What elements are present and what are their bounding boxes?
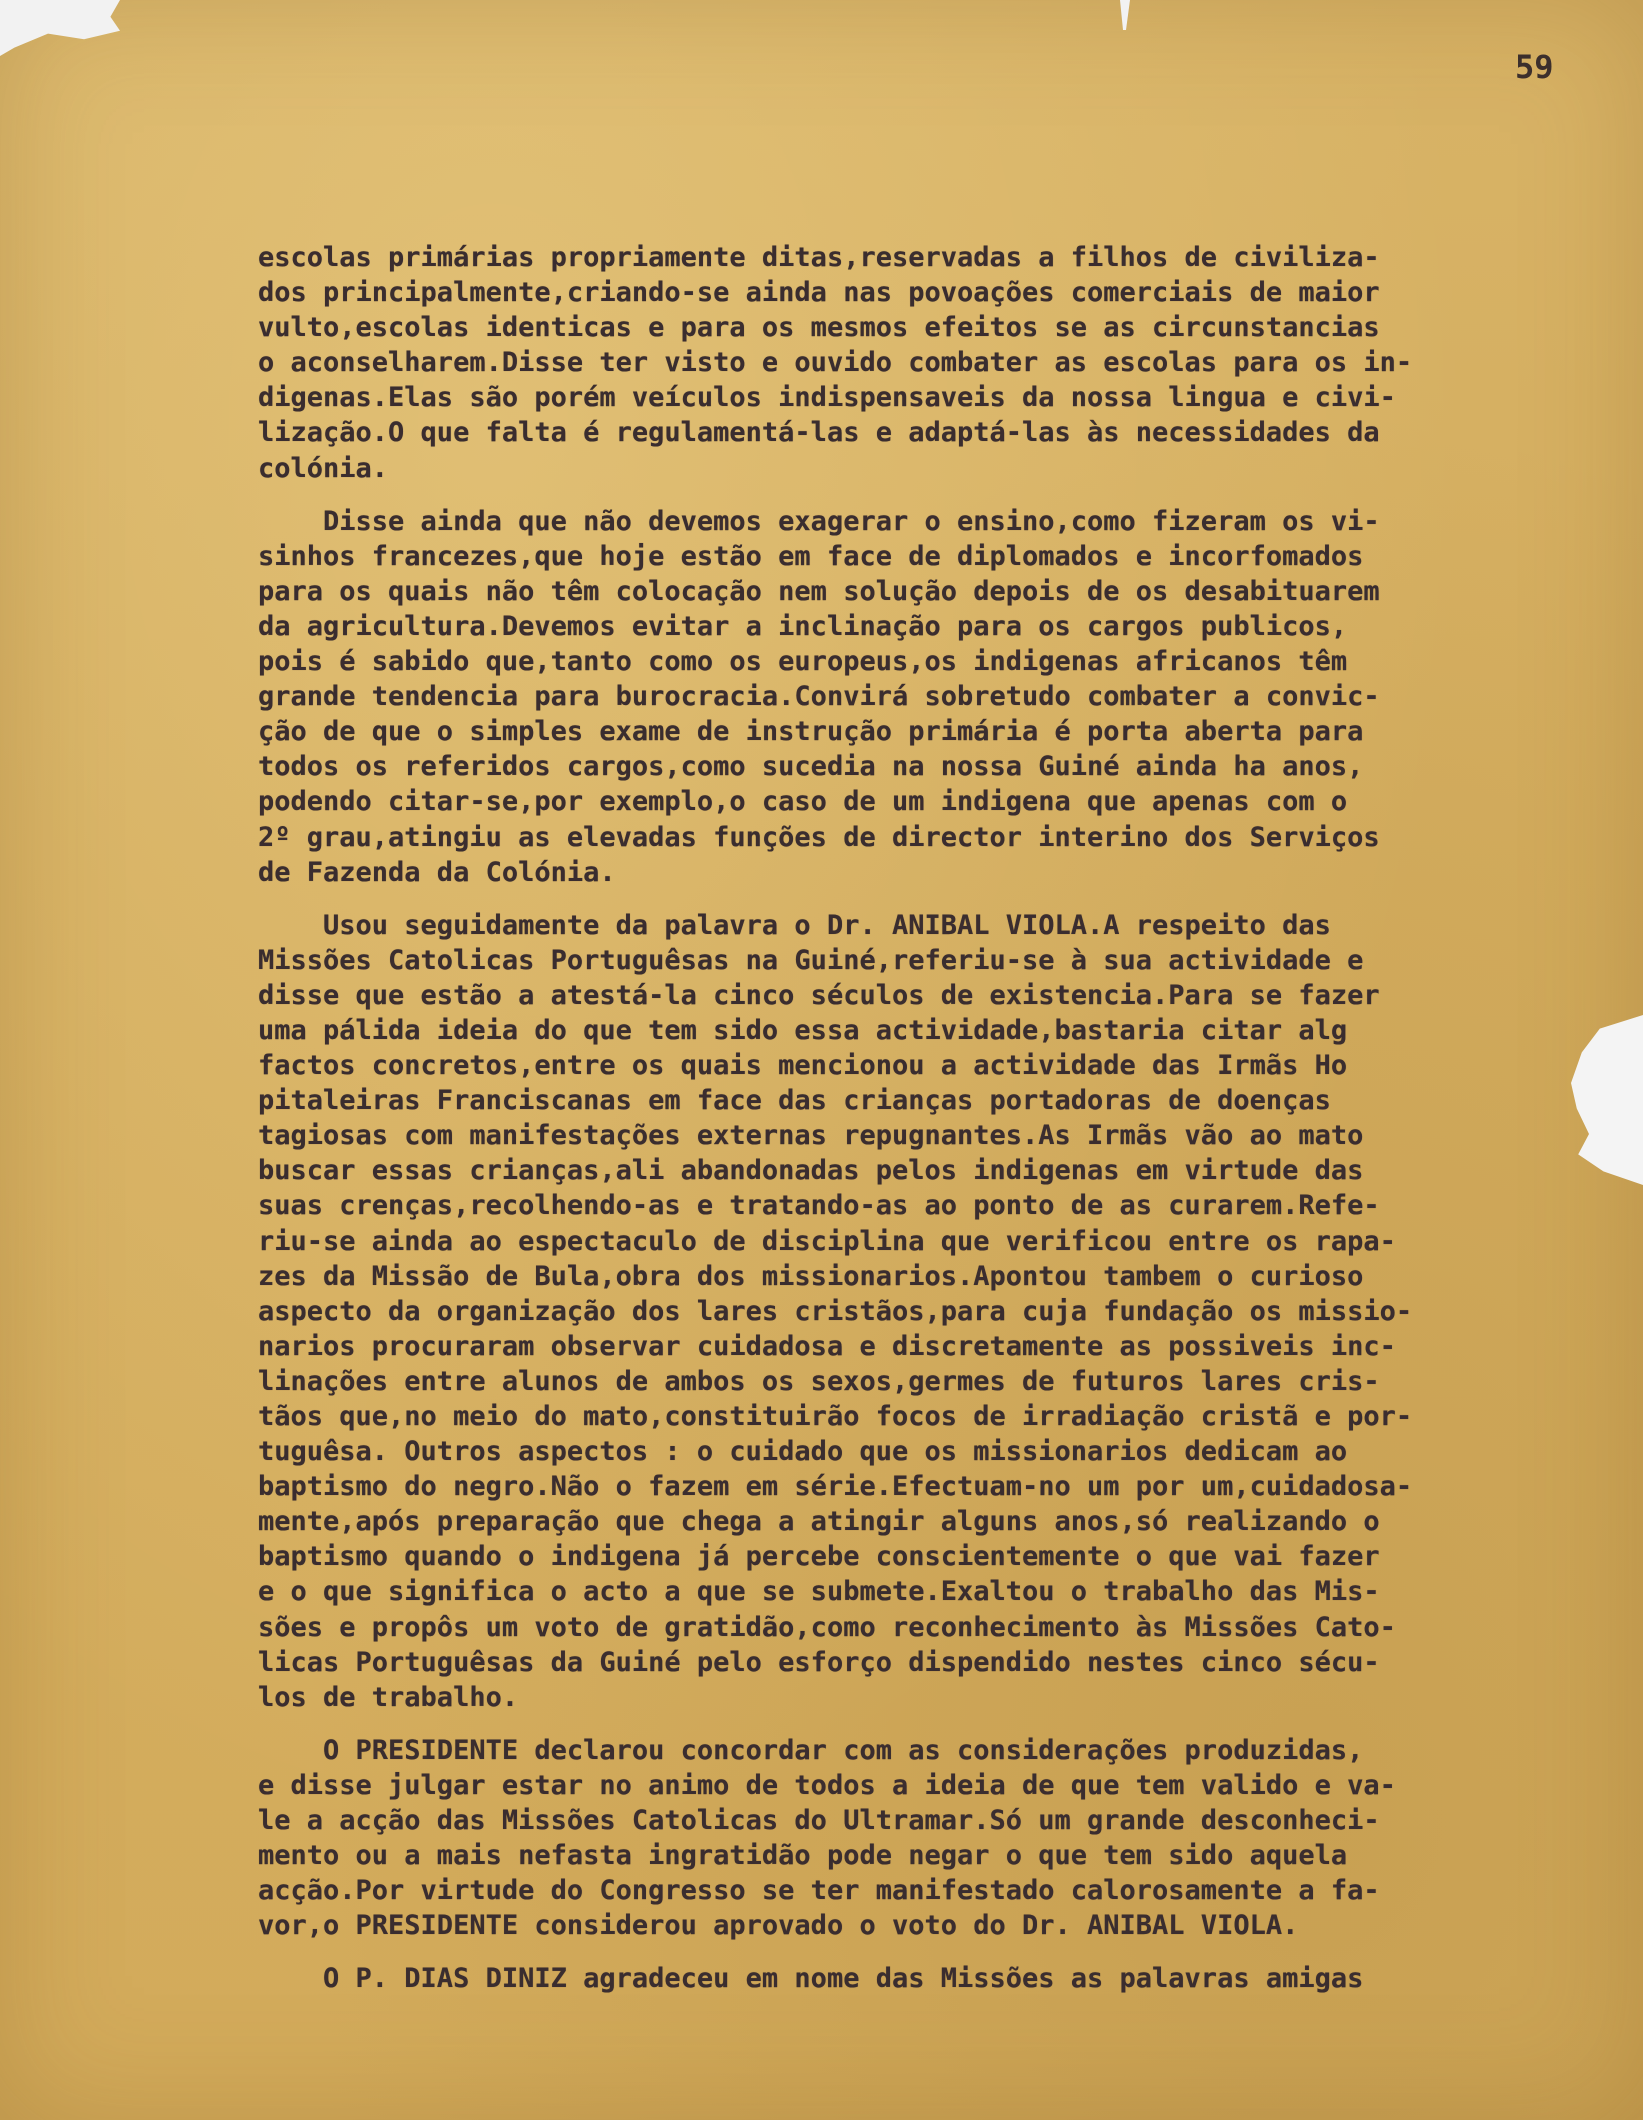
text-line: tagiosas com manifestações externas repugnantes.As Irmãs vão ao mato [258,1120,1364,1152]
text-line: ção de que o simples exame de instrução primária é porta aberta para [258,716,1364,748]
text-line: sinhos francezes,que hoje estão em face de diplomados e incorfomados [258,540,1364,572]
text-line: los de trabalho. [258,1681,519,1713]
paragraph-gap [258,890,1643,908]
paper-notch [1120,0,1130,30]
paragraph [258,1961,1643,1996]
paragraph [258,504,1643,890]
text-line: e o que significa o acto a que se submete.Exaltou o trabalho das Mis- [258,1576,1380,1608]
text-line: tãos que,no meio do mato,constituirão focos de irradiação cristã e por- [258,1401,1413,1432]
torn-corner [0,0,120,56]
text-line: uma pálida ideia do que tem sido essa actividade,bastaria citar alg [258,1014,1348,1046]
text-line: mente,após preparação que chega a atingir alguns anos,só realizando o [258,1506,1380,1538]
text-line: O P. DIAS DINIZ agradeceu em nome das Missões as palavras amigas [258,1963,1364,1995]
text-line: e disse julgar estar no animo de todos a ideia de que tem valido e va- [258,1769,1396,1801]
text-line: tuguêsa. Outros aspectos : o cuidado que os missionarios dedicam ao [258,1436,1348,1468]
text-line: vulto,escolas identicas e para os mesmos efeitos se as circunstancias [258,312,1380,344]
text-line: riu-se ainda ao espectaculo de disciplina que verificou entre os rapa- [258,1225,1396,1257]
page-number: 59 [1515,48,1554,86]
text-line: todos os referidos cargos,como sucedia na nossa Guiné ainda ha anos, [258,751,1364,783]
text-line: vor,o PRESIDENTE considerou aprovado o voto do Dr. ANIBAL VIOLA. [258,1910,1299,1942]
text-line: O PRESIDENTE declarou concordar com as considerações produzidas, [258,1734,1364,1766]
text-line: o aconselharem.Disse ter visto e ouvido combater as escolas para os in- [258,347,1413,379]
text-line: baptismo do negro.Não o fazem em série.Efectuam-no um por um,cuidadosa- [258,1471,1413,1503]
text-line: buscar essas crianças,ali abandonadas pelos indigenas em virtude das [258,1155,1364,1187]
text-line: baptismo quando o indigena já percebe conscientemente o que vai fazer [258,1541,1380,1573]
text-line: da agricultura.Devemos evitar a inclinação para os cargos publicos, [258,610,1348,642]
paragraph-gap [258,486,1643,504]
paragraph [258,908,1643,1715]
text-line: suas crenças,recolhendo-as e tratando-as ao ponto de as curarem.Refe- [258,1190,1380,1222]
text-line: pois é sabido que,tanto como os europeus,os indigenas africanos têm [258,646,1348,678]
text-line: mento ou a mais nefasta ingratidão pode negar o que tem sido aquela [258,1840,1348,1872]
text-line: acção.Por virtude do Congresso se ter manifestado calorosamente a fa- [258,1875,1380,1907]
text-line: 2º grau,atingiu as elevadas funções de director interino dos Serviços [258,821,1380,853]
text-line: sões e propôs um voto de gratidão,como reconhecimento às Missões Cato- [258,1611,1396,1643]
text-line: dos principalmente,criando-se ainda nas povoações comerciais de maior [258,277,1380,309]
text-line: Missões Catolicas Portuguêsas na Guiné,referiu-se à sua actividade e [258,944,1364,976]
text-line: Usou seguidamente da palavra o Dr. ANIBAL VIOLA.A respeito das [258,909,1331,941]
text-line: de Fazenda da Colónia. [258,856,616,888]
text-line: para os quais não têm colocação nem solução depois de os desabituarem [258,575,1380,607]
text-line: podendo citar-se,por exemplo,o caso de um indigena que apenas com o [258,786,1348,818]
text-line: factos concretos,entre os quais mencionou a actividade das Irmãs Ho [258,1050,1348,1082]
text-line: grande tendencia para burocracia.Convirá sobretudo combater a convic- [258,681,1380,713]
typewritten-text [258,240,1643,1997]
text-line: disse que estão a atestá-la cinco séculos de existencia.Para se fazer [258,979,1380,1011]
text-line: lização.O que falta é regulamentá-las e adaptá-las às necessidades da [258,417,1380,449]
text-line: zes da Missão de Bula,obra dos missionarios.Apontou tambem o curioso [258,1260,1364,1292]
paragraph [258,1733,1643,1944]
text-line: narios procuraram observar cuidadosa e discretamente as possiveis inc- [258,1330,1396,1362]
text-line: Disse ainda que não devemos exagerar o ensino,como fizeram os vi- [258,505,1380,537]
text-line: linações entre alunos de ambos os sexos,germes de futuros lares cris- [258,1365,1380,1397]
text-line: pitaleiras Franciscanas em face das crianças portadoras de doenças [258,1085,1331,1117]
text-line: licas Portuguêsas da Guiné pelo esforço dispendido nestes cinco sécu- [258,1646,1380,1678]
paragraph [258,240,1643,486]
text-line: aspecto da organização dos lares cristãos,para cuja fundação os missio- [258,1295,1413,1327]
text-line: escolas primárias propriamente ditas,reservadas a filhos de civiliza- [258,242,1380,273]
text-line: le a acção das Missões Catolicas do Ultramar.Só um grande desconheci- [258,1805,1380,1837]
text-line: colónia. [258,452,389,484]
paragraph-gap [258,1715,1643,1733]
text-line: digenas.Elas são porém veículos indispensaveis da nossa lingua e civi- [258,382,1396,414]
paragraph-gap [258,1943,1643,1961]
